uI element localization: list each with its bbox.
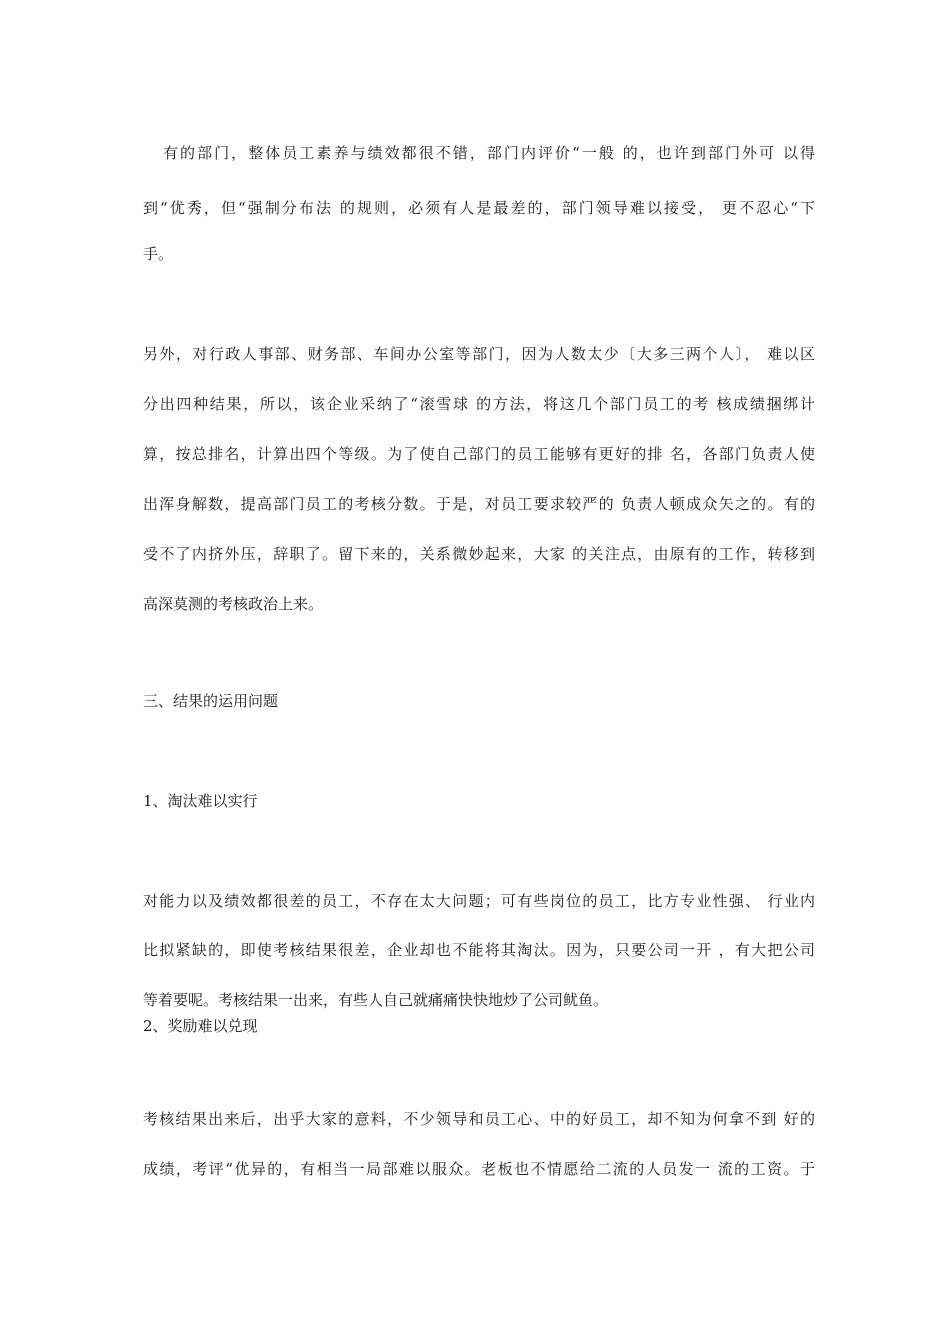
paragraph-1-line-1: 有的部门，整体员工素养与绩效都很不错，部门内评价“一般 的，也许到部门外可 以得	[163, 144, 815, 162]
paragraph-2-line-2: 分出四种结果，所以，该企业采纳了“滚雪球 的方法，将这几个部门员工的考 核成绩捆绑计	[143, 395, 815, 413]
paragraph-2-line-6: 高深莫测的考核政治上来。	[143, 595, 324, 613]
paragraph-2-line-5: 受不了内挤外压，辞职了。留下来的，关系微妙起来，大家 的关注点，由原有的工作，转移到	[143, 545, 815, 563]
paragraph-3-line-2: 比拟紧缺的，即使考核结果很差，企业却也不能将其淘汰。因为，只要公司一开 ，有大把公司	[143, 941, 815, 959]
paragraph-1-line-3: 手。	[143, 245, 174, 263]
subheading-1: 1、淘汰难以实行	[143, 792, 258, 810]
subheading-2: 2、奖励难以兑现	[143, 1017, 258, 1035]
paragraph-2-line-1: 另外，对行政人事部、财务部、车间办公室等部门，因为人数太少〔大多三两个人〕， 难以区	[143, 345, 815, 363]
paragraph-2-line-4: 出浑身解数，提高部门员工的考核分数。于是，对员工要求较严的 负责人顿成众矢之的。有的	[143, 495, 815, 513]
section-heading: 三、结果的运用问题	[143, 692, 279, 710]
paragraph-2-line-3: 算，按总排名，计算出四个等级。为了使自己部门的员工能够有更好的排 名，各部门负责人使	[143, 445, 815, 463]
paragraph-3-line-3: 等着要呢。考核结果一出来，有些人自己就痛痛快快地炒了公司鱿鱼。	[143, 991, 609, 1009]
paragraph-3-line-1: 对能力以及绩效都很差的员工，不存在太大问题；可有些岗位的员工，比方专业性强、 行业内	[143, 892, 815, 910]
paragraph-1-line-2: 到“优秀，但“强制分布法 的规则，必须有人是最差的，部门领导难以接受， 更不忍心“下	[143, 199, 815, 217]
paragraph-4-line-2: 成绩，考评“优异的，有相当一局部难以服众。老板也不情愿给二流的人员发一 流的工资。于	[143, 1160, 815, 1178]
paragraph-4-line-1: 考核结果出来后，出乎大家的意料，不少领导和员工心、中的好员工，却不知为何拿不到 好的	[143, 1110, 815, 1128]
